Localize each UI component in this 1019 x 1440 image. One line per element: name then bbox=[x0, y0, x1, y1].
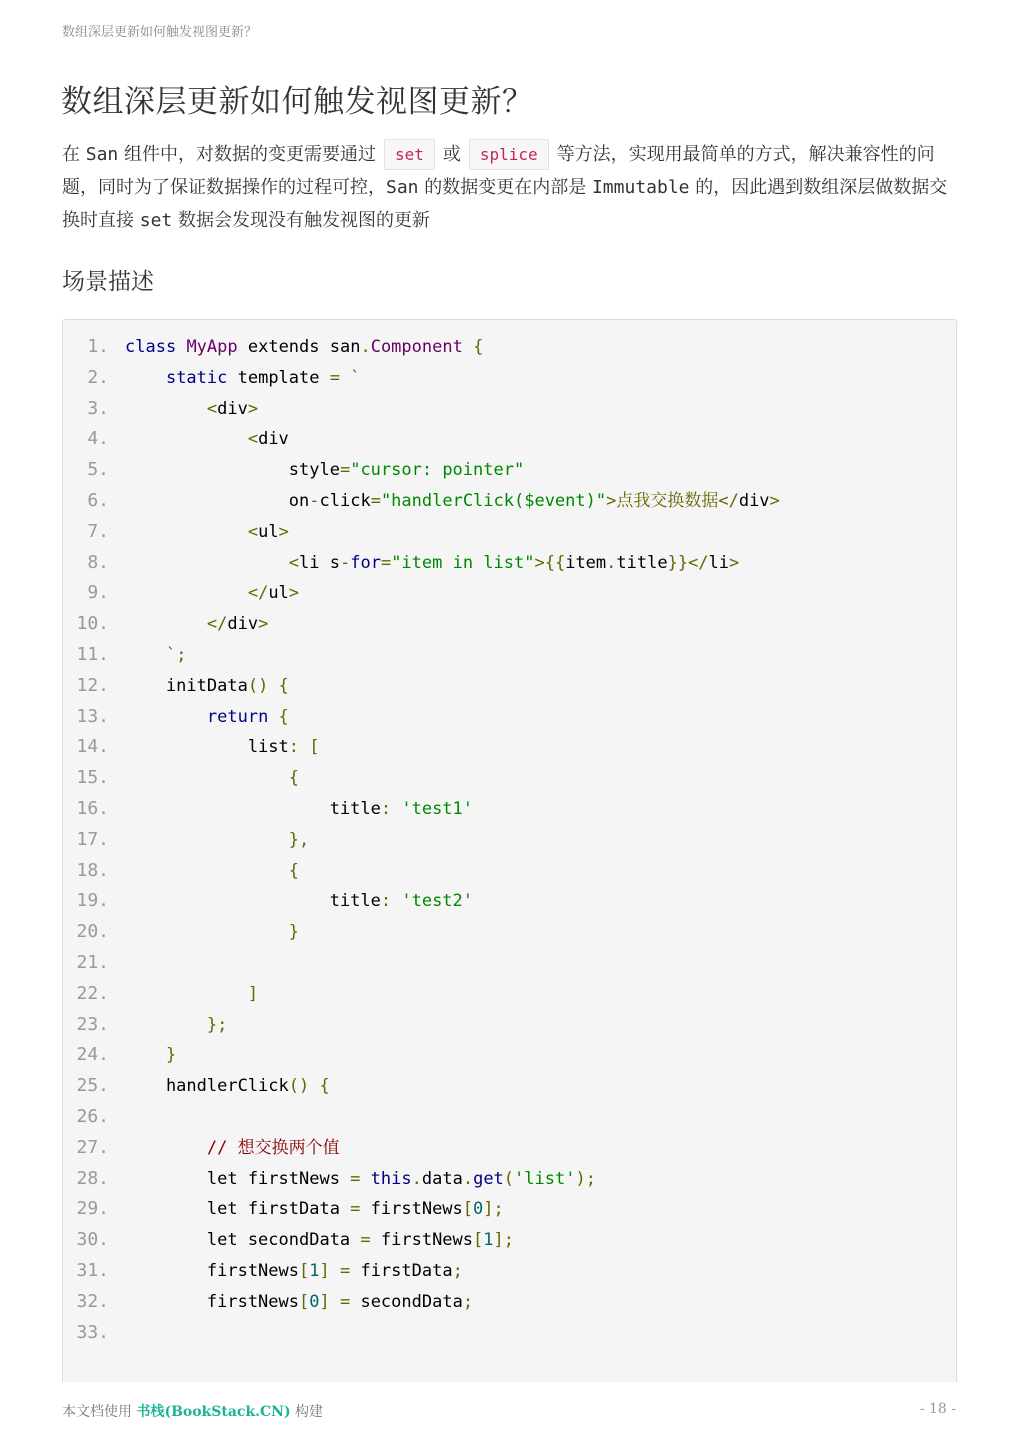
line-number: 9. bbox=[87, 582, 109, 604]
code-token: . bbox=[606, 552, 617, 573]
code-token: = bbox=[339, 460, 351, 481]
code-line-text bbox=[125, 548, 739, 579]
code-line bbox=[63, 578, 300, 609]
code-line-text bbox=[125, 671, 289, 702]
code-line bbox=[63, 1287, 474, 1318]
code-token: = bbox=[360, 1230, 371, 1251]
intro-text: 在 bbox=[62, 144, 86, 165]
code-line bbox=[63, 1102, 109, 1133]
code-token: }, bbox=[288, 829, 310, 850]
line-number: 29. bbox=[76, 1198, 109, 1220]
page-number: - 18 - bbox=[919, 1401, 956, 1417]
code-token bbox=[125, 399, 207, 419]
code-line-text bbox=[125, 886, 473, 917]
running-header: 数组深层更新如何触发视图更新？ bbox=[62, 25, 258, 40]
code-token: title bbox=[125, 798, 381, 819]
code-token: get bbox=[473, 1168, 504, 1189]
code-line-text bbox=[125, 917, 299, 948]
code-token: ); bbox=[575, 1168, 596, 1189]
code-token: 1 bbox=[309, 1260, 320, 1281]
code-token bbox=[360, 1169, 370, 1189]
code-token bbox=[125, 429, 248, 449]
code-token: >{{ bbox=[534, 552, 566, 573]
code-token: < bbox=[247, 429, 259, 450]
code-token: ] = bbox=[319, 1291, 351, 1312]
intro-set: set bbox=[139, 210, 173, 231]
code-line bbox=[63, 609, 269, 640]
code-token bbox=[125, 491, 289, 511]
code-token: class bbox=[125, 337, 177, 357]
code-line-text bbox=[125, 825, 309, 856]
code-token: this bbox=[370, 1168, 412, 1189]
code-token: > bbox=[278, 521, 289, 542]
code-token: firstNews bbox=[125, 1260, 299, 1281]
line-number: 17. bbox=[76, 828, 109, 850]
code-token bbox=[125, 522, 248, 542]
code-line-text bbox=[125, 794, 473, 825]
code-token: div bbox=[227, 614, 259, 635]
code-token bbox=[125, 861, 289, 881]
code-line-text bbox=[125, 609, 268, 640]
code-line bbox=[63, 917, 300, 948]
code-token: - bbox=[309, 490, 320, 511]
code-line bbox=[63, 640, 187, 671]
code-token: . bbox=[462, 1168, 474, 1189]
code-token: } bbox=[165, 1045, 177, 1066]
line-number: 19. bbox=[76, 890, 109, 912]
code-token: > bbox=[288, 583, 300, 604]
line-number: 27. bbox=[76, 1136, 109, 1158]
code-token: : bbox=[380, 798, 402, 819]
code-line-text bbox=[125, 763, 299, 794]
code-line-text bbox=[125, 979, 258, 1010]
code-line bbox=[63, 1164, 596, 1195]
code-token: > bbox=[729, 552, 740, 573]
code-token: secondData bbox=[350, 1291, 463, 1312]
code-line-text bbox=[125, 424, 289, 455]
code-line bbox=[63, 702, 289, 733]
code-line-text bbox=[125, 1194, 504, 1225]
code-token bbox=[125, 984, 248, 1004]
intro-san: San bbox=[85, 144, 119, 165]
code-token: ; bbox=[452, 1260, 463, 1281]
line-number: 4. bbox=[87, 428, 109, 450]
line-number: 21. bbox=[76, 951, 109, 973]
intro-text: 的，因此遇到数组深层做数据交换时直接 bbox=[62, 177, 948, 231]
intro-text: 等方法，实现用最简单的方式，解决兼容性的问题，同时为了保证数据操作的过程可控， bbox=[62, 144, 935, 198]
line-number: 28. bbox=[76, 1167, 109, 1189]
code-line-text bbox=[125, 394, 258, 425]
code-token: : [ bbox=[288, 737, 320, 758]
inline-code-splice: splice bbox=[469, 139, 549, 170]
code-token: 0 bbox=[473, 1199, 484, 1220]
code-token: () { bbox=[247, 675, 289, 696]
line-number: 8. bbox=[87, 551, 109, 573]
line-number: 1. bbox=[87, 336, 109, 357]
code-token: [ bbox=[462, 1199, 474, 1220]
code-token: 'list' bbox=[514, 1168, 576, 1189]
code-token: { bbox=[268, 706, 289, 727]
line-number: 20. bbox=[76, 921, 109, 943]
code-token: // 想交换两个值 bbox=[206, 1137, 340, 1158]
line-number: 7. bbox=[87, 520, 109, 542]
code-line bbox=[63, 1040, 177, 1071]
code-line-text bbox=[125, 363, 360, 394]
code-line-text bbox=[125, 1133, 340, 1164]
code-block bbox=[62, 319, 957, 1382]
code-line bbox=[63, 1071, 330, 1102]
code-token: . bbox=[411, 1168, 422, 1189]
code-token: title bbox=[125, 891, 381, 912]
code-token bbox=[125, 645, 166, 665]
code-token: title bbox=[616, 552, 668, 573]
code-line bbox=[63, 455, 525, 486]
code-token: `; bbox=[165, 644, 187, 665]
code-line-text bbox=[125, 640, 186, 671]
code-line bbox=[63, 332, 484, 363]
code-token: ]; bbox=[493, 1230, 514, 1251]
code-token: firstNews bbox=[370, 1230, 474, 1251]
code-token bbox=[125, 1015, 207, 1035]
code-line-text bbox=[125, 732, 319, 763]
code-token: firstData bbox=[350, 1260, 453, 1281]
code-token: } bbox=[288, 922, 300, 943]
code-token: < bbox=[206, 398, 218, 419]
line-number: 23. bbox=[76, 1013, 109, 1035]
code-line bbox=[63, 794, 474, 825]
code-token: [ bbox=[299, 1260, 310, 1281]
code-line-text bbox=[125, 578, 299, 609]
code-token: list bbox=[125, 737, 289, 758]
code-token: "cursor: pointer" bbox=[350, 460, 525, 481]
code-line bbox=[63, 732, 320, 763]
code-line bbox=[63, 394, 259, 425]
footer-suffix: 构建 bbox=[290, 1404, 324, 1420]
line-number: 2. bbox=[87, 366, 109, 388]
code-token: Component bbox=[370, 337, 463, 357]
code-token: > bbox=[769, 490, 780, 511]
code-token: ; bbox=[462, 1291, 474, 1312]
line-number: 24. bbox=[76, 1044, 109, 1066]
code-line bbox=[63, 886, 474, 917]
code-token: MyApp bbox=[186, 337, 238, 357]
code-token: for bbox=[350, 552, 381, 573]
code-token: () { bbox=[288, 1076, 330, 1097]
code-token: li s bbox=[299, 552, 340, 573]
line-number: 25. bbox=[76, 1075, 109, 1097]
code-token: = bbox=[370, 490, 381, 511]
code-token bbox=[125, 922, 289, 942]
code-token: 1 bbox=[483, 1230, 494, 1251]
code-token: = bbox=[350, 1199, 361, 1220]
code-token: template bbox=[227, 367, 330, 388]
line-number: 16. bbox=[76, 797, 109, 819]
line-number: 33. bbox=[76, 1321, 109, 1343]
code-line bbox=[63, 825, 310, 856]
code-token: click bbox=[319, 490, 371, 511]
line-number: 30. bbox=[76, 1229, 109, 1251]
code-token: . bbox=[360, 337, 371, 357]
line-number: 15. bbox=[76, 767, 109, 789]
code-line bbox=[63, 1133, 340, 1164]
line-number: 26. bbox=[76, 1105, 109, 1127]
code-token: ul bbox=[268, 583, 289, 604]
code-line bbox=[63, 1256, 463, 1287]
code-line-text bbox=[125, 1287, 473, 1318]
code-line-text bbox=[125, 1164, 596, 1195]
code-line bbox=[63, 979, 259, 1010]
code-token: firstNews bbox=[125, 1291, 299, 1312]
code-token: div bbox=[217, 398, 248, 419]
code-line-text bbox=[125, 1071, 330, 1102]
code-line-text bbox=[125, 1040, 176, 1071]
code-line-text bbox=[125, 486, 780, 517]
code-token: firstNews bbox=[360, 1199, 463, 1220]
code-token: </ bbox=[247, 583, 269, 604]
code-token bbox=[125, 460, 289, 480]
code-line bbox=[63, 1010, 228, 1041]
code-token: div bbox=[258, 429, 289, 450]
code-token bbox=[125, 768, 289, 788]
code-token bbox=[125, 1045, 166, 1065]
code-line-text bbox=[125, 1225, 514, 1256]
code-token bbox=[125, 553, 289, 573]
page-footer bbox=[62, 1401, 323, 1421]
code-token: return bbox=[206, 706, 269, 727]
code-token: static bbox=[165, 367, 228, 388]
code-line bbox=[63, 948, 109, 979]
intro-text: 组件中，对数据的变更需要通过 bbox=[118, 144, 376, 165]
code-token: > bbox=[258, 614, 269, 635]
line-number: 12. bbox=[76, 674, 109, 696]
code-token: { bbox=[288, 860, 300, 881]
section-heading: 场景描述 bbox=[62, 269, 154, 295]
code-token: div bbox=[738, 490, 770, 511]
code-token: { bbox=[462, 337, 484, 357]
inline-code-set: set bbox=[384, 139, 435, 170]
code-token: 'test2' bbox=[401, 891, 474, 912]
code-token bbox=[176, 337, 186, 357]
code-lines bbox=[63, 332, 780, 1348]
code-line-text bbox=[125, 517, 289, 548]
code-line bbox=[63, 548, 740, 579]
code-token: { bbox=[288, 768, 300, 789]
intro-text: 或 bbox=[442, 144, 461, 165]
code-line bbox=[63, 671, 289, 702]
intro-san: San bbox=[386, 177, 419, 198]
code-token: < bbox=[247, 521, 259, 542]
code-token bbox=[125, 583, 248, 603]
code-token: style bbox=[288, 460, 340, 481]
code-line-text bbox=[125, 702, 289, 733]
code-line bbox=[63, 763, 300, 794]
footer-brand-link[interactable]: 书栈(BookStack.CN) bbox=[136, 1404, 291, 1420]
line-number: 32. bbox=[76, 1290, 109, 1312]
footer-prefix: 本文档使用 bbox=[62, 1404, 137, 1420]
line-number: 6. bbox=[87, 489, 109, 511]
code-token: = ` bbox=[329, 367, 361, 388]
code-token: extends san bbox=[237, 337, 361, 357]
line-number: 5. bbox=[87, 459, 109, 481]
code-token: 0 bbox=[309, 1291, 320, 1312]
code-token bbox=[125, 830, 289, 850]
line-number: 14. bbox=[76, 736, 109, 758]
code-token: }}</ bbox=[667, 552, 709, 573]
code-token: = bbox=[380, 552, 392, 573]
code-line bbox=[63, 486, 780, 517]
code-token bbox=[125, 707, 207, 727]
line-number: 10. bbox=[76, 613, 109, 635]
page-title: 数组深层更新如何触发视图更新？ bbox=[61, 84, 534, 120]
code-token: on bbox=[288, 490, 310, 511]
code-token: let firstData bbox=[125, 1199, 351, 1220]
code-token: "handlerClick($event)" bbox=[380, 490, 607, 511]
code-token: "item in list" bbox=[391, 552, 535, 573]
line-number: 31. bbox=[76, 1259, 109, 1281]
code-token: }; bbox=[206, 1014, 228, 1035]
code-line-text bbox=[125, 856, 299, 887]
code-token: > bbox=[247, 398, 259, 419]
code-line bbox=[63, 856, 300, 887]
code-token: ]; bbox=[483, 1199, 504, 1220]
code-token: let firstNews bbox=[125, 1168, 351, 1189]
code-token: let secondData bbox=[125, 1230, 361, 1251]
code-token: = bbox=[350, 1168, 361, 1189]
code-line bbox=[63, 517, 289, 548]
code-token: ] bbox=[247, 983, 259, 1004]
code-token: data bbox=[421, 1168, 463, 1189]
code-token: [ bbox=[299, 1291, 310, 1312]
code-line-text bbox=[125, 1256, 463, 1287]
intro-immutable: Immutable bbox=[591, 177, 690, 198]
code-token: ( bbox=[503, 1168, 515, 1189]
code-token bbox=[125, 368, 166, 388]
code-token: ul bbox=[258, 521, 279, 542]
code-token: >点我交换数据</ bbox=[606, 490, 739, 511]
line-number: 18. bbox=[76, 859, 109, 881]
code-token: handlerClick bbox=[125, 1076, 289, 1097]
code-token: item bbox=[565, 552, 607, 573]
code-token: li bbox=[708, 552, 730, 573]
code-token bbox=[125, 614, 207, 634]
code-token: - bbox=[339, 552, 351, 573]
code-line bbox=[63, 1194, 504, 1225]
code-token: initData bbox=[125, 675, 248, 696]
code-token: </ bbox=[206, 614, 228, 635]
intro-text: 的数据变更在内部是 bbox=[418, 177, 592, 198]
line-number: 3. bbox=[87, 397, 109, 419]
code-token bbox=[125, 1138, 207, 1158]
code-token: : bbox=[380, 891, 402, 912]
code-token: 'test1' bbox=[401, 798, 474, 819]
code-token: ] = bbox=[319, 1260, 351, 1281]
code-line-text bbox=[125, 332, 483, 363]
line-number: 11. bbox=[76, 643, 109, 665]
code-line bbox=[63, 1225, 514, 1256]
intro-text: 数据会发现没有触发视图的更新 bbox=[172, 210, 430, 231]
code-line bbox=[63, 424, 289, 455]
code-line bbox=[63, 1318, 109, 1349]
code-line-text bbox=[125, 455, 524, 486]
line-number: 22. bbox=[76, 982, 109, 1004]
code-line bbox=[63, 363, 361, 394]
intro-paragraph bbox=[62, 138, 950, 237]
line-number: 13. bbox=[76, 705, 109, 727]
code-line-text bbox=[125, 1010, 227, 1041]
code-token: < bbox=[288, 552, 300, 573]
code-token: [ bbox=[473, 1230, 484, 1251]
